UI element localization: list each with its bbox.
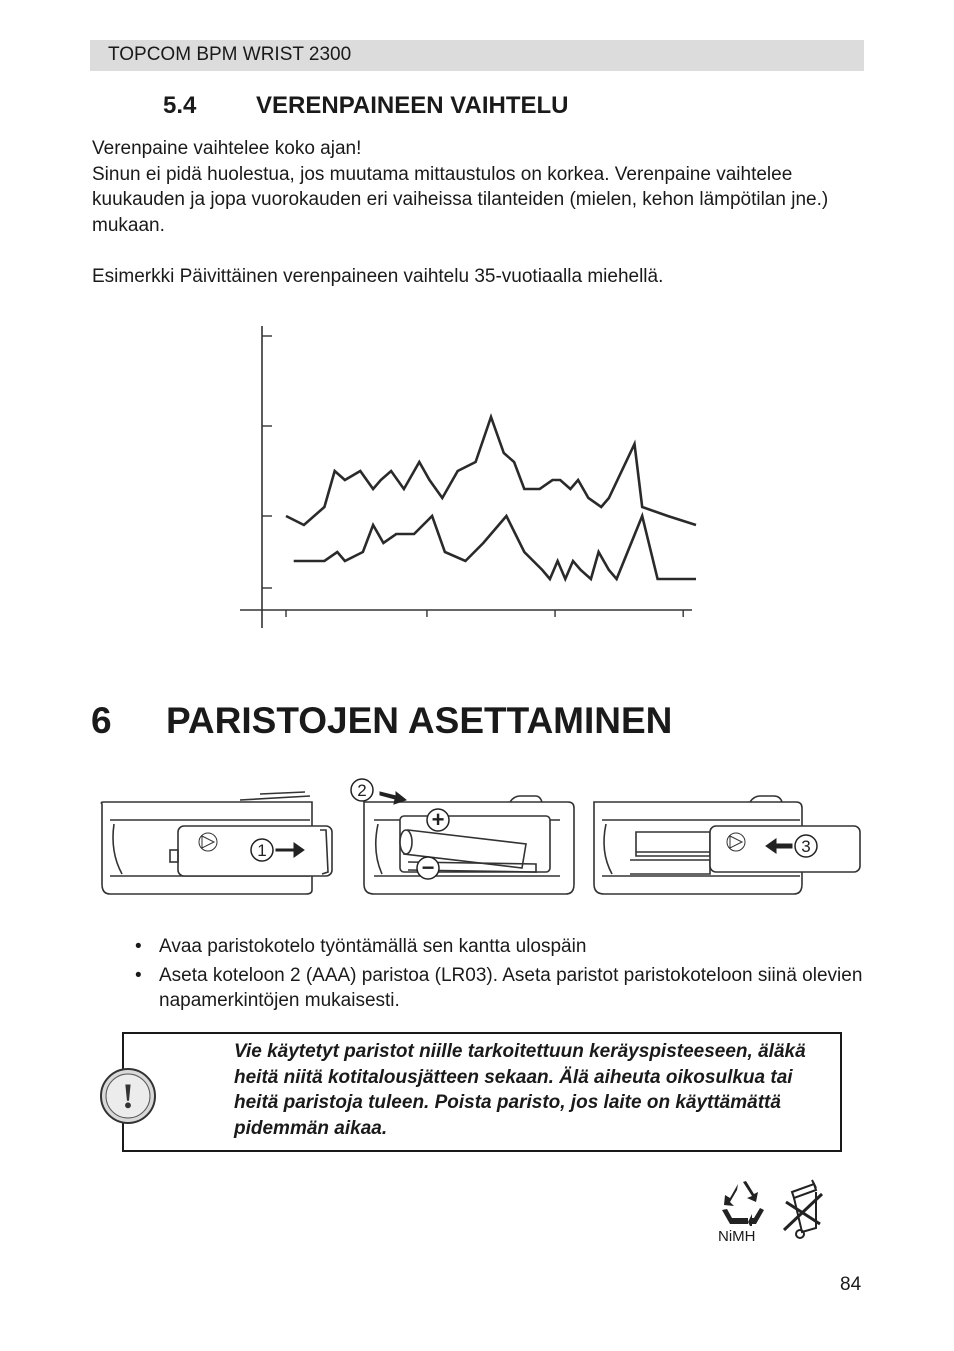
warning-box: [122, 1032, 842, 1152]
intro-paragraph: [92, 136, 862, 238]
panel-open-cover: [101, 792, 332, 894]
warning-exclamation-icon: [98, 1066, 158, 1126]
chapter-title: PARISTOJEN ASETTAMINEN: [166, 700, 673, 741]
battery-insertion-illustration: [90, 772, 870, 902]
intro-line-1: Verenpaine vaihtelee koko ajan!: [92, 138, 362, 159]
instruction-list: [135, 934, 870, 1017]
section-title: VERENPAINEEN VAIHTELU: [256, 92, 569, 119]
step-3-label: 3: [801, 837, 811, 856]
warning-text: Vie käytetyt paristot niille tarkoitettuun keräyspisteeseen, äläkä heitä niitä kotitalousjätteen sekaan. Älä aiheuta oikosulkua tai heitä paristoja tuleen. Poista paristo, jos laite on käyttämättä pidemmän aikaa.: [234, 1041, 806, 1139]
panel-close-cover: [594, 796, 860, 894]
list-item: [135, 934, 870, 960]
no-trash-bin-icon: [780, 1178, 824, 1242]
header-bar: [90, 40, 864, 71]
minus-sign: −: [421, 855, 435, 880]
svg-text:!: !: [122, 1076, 134, 1116]
series-line-2: [294, 516, 696, 579]
header-title: TOPCOM BPM WRIST 2300: [108, 44, 352, 65]
nimh-label: NiMH: [718, 1228, 756, 1245]
bullet-dot: •: [135, 964, 142, 986]
intro-line-2: Sinun ei pidä huolestua, jos muutama mittaustulos on korkea. Verenpaine vaihtelee kuukauden ja jopa vuorokauden eri vaiheissa tilanteiden (mielen, kehon lämpötilan jne.) mukaan.: [92, 163, 829, 236]
recycle-icon: [718, 1180, 768, 1226]
chapter-number: 6: [91, 700, 112, 741]
page-number: 84: [840, 1274, 862, 1295]
example-caption: Esimerkki Päivittäinen verenpaineen vaihtelu 35-vuotiaalla miehellä.: [92, 266, 664, 287]
section-number: 5.4: [163, 92, 197, 119]
bp-variation-chart: [236, 318, 706, 638]
step-1-label: 1: [257, 841, 267, 860]
panel-insert-batteries: [364, 796, 574, 894]
step-2-label: 2: [357, 781, 367, 800]
plus-sign: +: [431, 807, 445, 832]
series-line-1: [286, 417, 696, 525]
list-item: [135, 963, 870, 1014]
bullet-dot: •: [135, 936, 142, 957]
list-item-text: Avaa paristokotelo työntämällä sen kantta ulospäin: [159, 936, 587, 957]
list-item-text: Aseta koteloon 2 (AAA) paristoa (LR03). Aseta paristot paristokoteloon siinä olevien napamerkintöjen mukaisesti.: [159, 964, 863, 1011]
